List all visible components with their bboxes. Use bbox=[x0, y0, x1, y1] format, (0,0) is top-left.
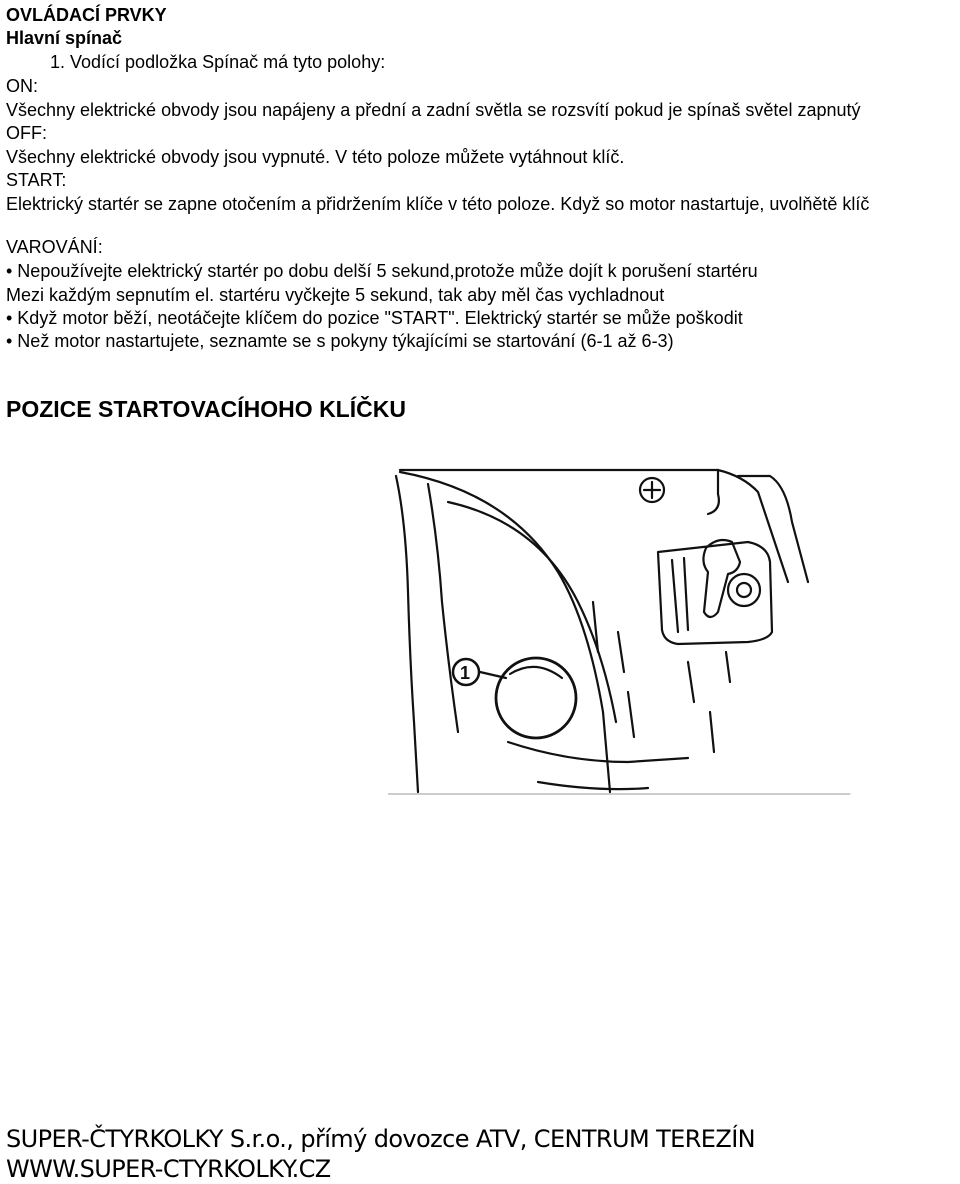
position-on-label: ON: bbox=[6, 76, 39, 96]
position-start-label: START: bbox=[6, 170, 67, 190]
position-off-label: OFF: bbox=[6, 123, 47, 143]
footer-company: SUPER-ČTYRKOLKY S.r.o., přímý dovozce ATV, CENTRUM TEREZÍN bbox=[6, 1125, 756, 1153]
intro-item: 1. Vodící podložka Spínač má tyto polohy: bbox=[50, 52, 386, 72]
section-title: POZICE STARTOVACÍHOHO KLÍČKU bbox=[6, 396, 406, 422]
warning-line: • Nepoužívejte elektrický startér po dobu delší 5 sekund,protože může dojít k porušení startéru bbox=[6, 261, 758, 281]
callout-number: 1 bbox=[460, 663, 471, 683]
position-off-text: Všechny elektrické obvody jsou vypnuté. V této poloze můžete vytáhnout klíč. bbox=[6, 147, 625, 167]
footer-website: WWW.SUPER-CTYRKOLKY.CZ bbox=[6, 1155, 331, 1183]
warning-line: • Když motor běží, neotáčejte klíčem do pozice "START". Elektrický startér se může poškodit bbox=[6, 308, 743, 328]
page-title: OVLÁDACÍ PRVKY bbox=[6, 5, 167, 25]
page-subtitle: Hlavní spínač bbox=[6, 28, 123, 48]
warning-line: • Než motor nastartujete, seznamte se s pokyny týkajícími se startování (6-1 až 6-3) bbox=[6, 331, 674, 351]
warning-title: VAROVÁNÍ: bbox=[6, 237, 103, 257]
position-on-text: Všechny elektrické obvody jsou napájeny a přední a zadní světla se rozsvítí pokud je spínaš světel zapnutý bbox=[6, 100, 861, 120]
ignition-key-diagram bbox=[388, 462, 858, 802]
position-start-text: Elektrický startér se zapne otočením a přidržením klíče v této poloze. Když so motor nastartuje, uvolňětě klíč bbox=[6, 194, 870, 214]
warning-line: Mezi každým sepnutím el. startéru vyčkejte 5 sekund, tak aby měl čas vychladnout bbox=[6, 285, 665, 305]
